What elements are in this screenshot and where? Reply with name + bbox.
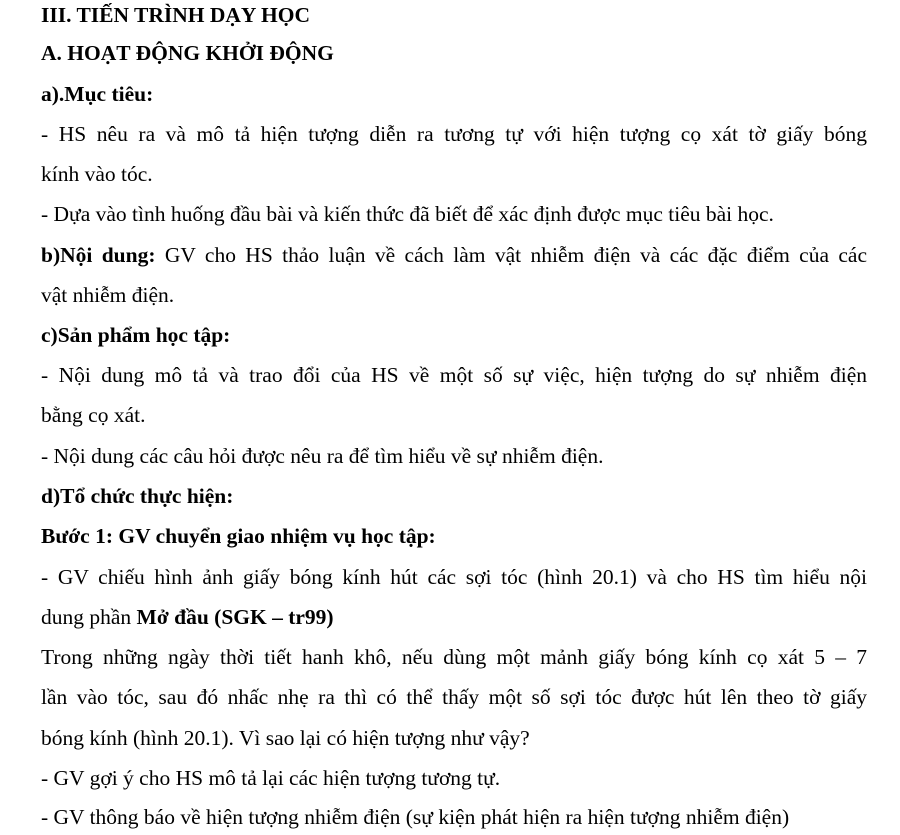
scenario-line-3: bóng kính (hình 20.1). Vì sao lại có hiện tượng như vậy?	[41, 726, 530, 750]
scenario-line-2: lần vào tóc, sau đó nhấc nhẹ ra thì có thể thấy một số sợi tóc được hút lên theo tờ giấy	[41, 685, 867, 709]
step-1-heading: Bước 1: GV chuyển giao nhiệm vụ học tập:	[41, 524, 436, 548]
content-paragraph-line-1	[41, 240, 867, 270]
product-item-2: - Nội dung các câu hỏi được nêu ra để tìm hiểu về sự nhiễm điện.	[41, 444, 604, 468]
product-item-1-line-2: bằng cọ xát.	[41, 403, 146, 427]
product-item-1-line-1: - Nội dung mô tả và trao đổi của HS về một số sự việc, hiện tượng do sự nhiễm điện	[41, 363, 867, 387]
task-item-2: - GV gợi ý cho HS mô tả lại các hiện tượng tương tự.	[41, 766, 501, 790]
product-label: c)Sản phẩm học tập:	[41, 323, 231, 347]
objective-item-1-line-1: - HS nêu ra và mô tả hiện tượng diễn ra tương tự với hiện tượng cọ xát tờ giấy bóng	[41, 122, 867, 146]
section-heading: III. TIẾN TRÌNH DẠY HỌC	[41, 3, 311, 27]
objective-item-2: - Dựa vào tình huống đầu bài và kiến thức đã biết để xác định được mục tiêu bài học.	[41, 202, 774, 226]
scenario-line-1: Trong những ngày thời tiết hanh khô, nếu dùng một mảnh giấy bóng kính cọ xát 5 – 7	[41, 645, 867, 669]
content-paragraph-line-2: vật nhiễm điện.	[41, 283, 175, 307]
activity-heading: A. HOẠT ĐỘNG KHỞI ĐỘNG	[41, 41, 334, 65]
organization-label: d)Tổ chức thực hiện:	[41, 484, 234, 508]
objective-label: a).Mục tiêu:	[41, 82, 154, 106]
task-item-1-bold: Mở đầu (SGK – tr99)	[136, 605, 334, 629]
objective-item-1-line-2: kính vào tóc.	[41, 162, 153, 186]
content-text: GV cho HS thảo luận về cách làm vật nhiễm điện và các đặc điểm của các	[155, 243, 867, 267]
content-label: b)Nội dung:	[41, 243, 156, 267]
task-item-1-line-2	[41, 602, 867, 632]
task-item-1-line-1: - GV chiếu hình ảnh giấy bóng kính hút các sợi tóc (hình 20.1) và cho HS tìm hiểu nội	[41, 565, 867, 589]
task-item-1-prefix: dung phần	[41, 605, 137, 629]
task-item-3: - GV thông báo về hiện tượng nhiễm điện (sự kiện phát hiện ra hiện tượng nhiễm điện)	[41, 805, 790, 829]
